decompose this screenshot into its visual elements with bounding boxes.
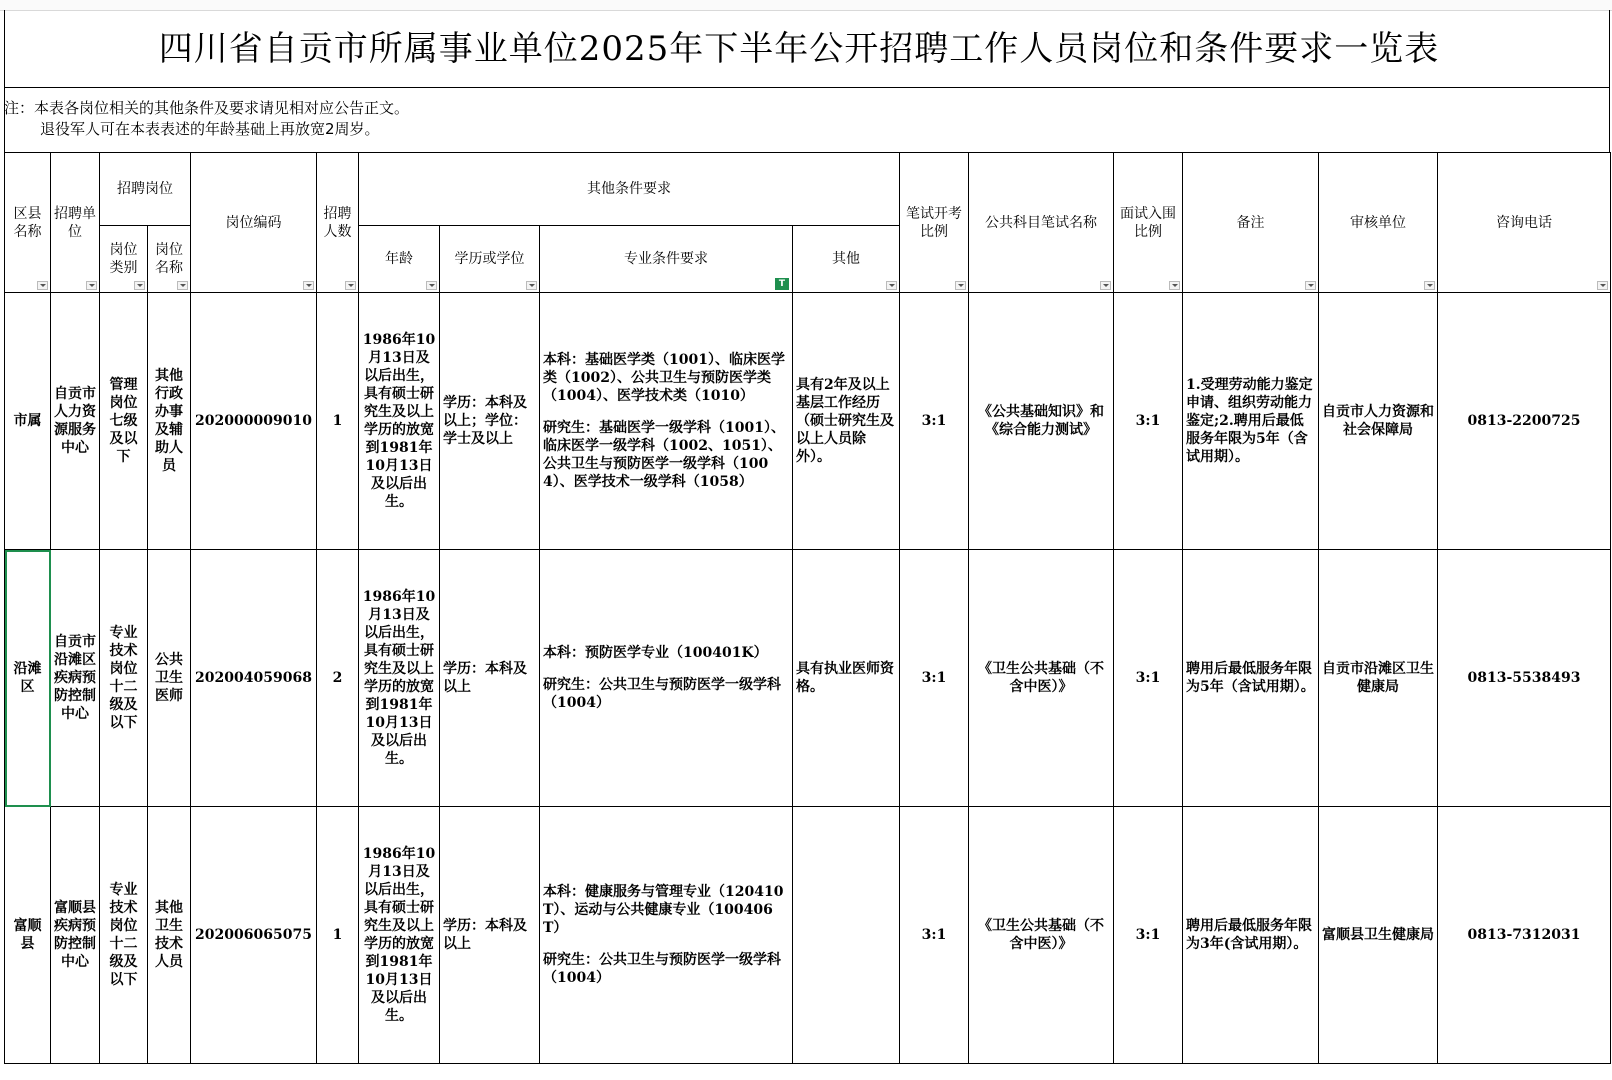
header-code[interactable]: 岗位编码 [191, 153, 317, 293]
cell-review-unit[interactable]: 自贡市沿滩区卫生健康局 [1319, 550, 1438, 807]
cell-education[interactable]: 学历：本科及以上 [440, 807, 540, 1064]
cell-other[interactable] [793, 807, 900, 1064]
cell-exam[interactable]: 《公共基础知识》和《综合能力测试》 [969, 293, 1114, 550]
header-major[interactable]: 专业条件要求 T [540, 226, 793, 293]
note-line-1: 注：本表各岗位相关的其他条件及要求请见相对应公告正文。 [4, 99, 410, 117]
major-undergrad: 本科：基础医学类（1001）、临床医学类（1002）、公共卫生与预防医学类（1004）、医学技术类（1010） [543, 352, 785, 404]
cell-unit[interactable]: 自贡市沿滩区疾病预防控制中心 [51, 550, 100, 807]
header-interview-ratio[interactable]: 面试入围比例 [1114, 153, 1183, 293]
title-divider [4, 87, 1610, 88]
filter-active-icon[interactable]: T [775, 278, 789, 290]
cell-age[interactable]: 1986年10月13日及以后出生，具有硕士研究生及以上学历的放宽到1981年10月13日及以后出生。 [359, 807, 440, 1064]
header-position-name[interactable]: 岗位名称 [148, 226, 191, 293]
table-row [5, 293, 1611, 550]
header-phone[interactable]: 咨询电话 [1438, 153, 1611, 293]
cell-code[interactable]: 202006065075 [191, 807, 317, 1064]
cell-remarks[interactable]: 聘用后最低服务年限为5年（含试用期）。 [1183, 550, 1319, 807]
header-age[interactable]: 年龄 [359, 226, 440, 293]
filter-dropdown-icon[interactable] [134, 281, 145, 290]
cell-written-ratio[interactable]: 3:1 [900, 807, 969, 1064]
filter-dropdown-icon[interactable] [1424, 281, 1435, 290]
header-district[interactable]: 区县名称 [5, 153, 51, 293]
cell-major[interactable] [540, 550, 793, 807]
cell-unit[interactable]: 自贡市人力资源服务中心 [51, 293, 100, 550]
filter-dropdown-icon[interactable] [1597, 281, 1608, 290]
header-count[interactable]: 招聘人数 [317, 153, 359, 293]
header-unit[interactable]: 招聘单位 [51, 153, 100, 293]
note-line-2: 退役军人可在本表表述的年龄基础上再放宽2周岁。 [40, 120, 380, 138]
cell-code[interactable]: 202004059068 [191, 550, 317, 807]
filter-dropdown-icon[interactable] [1100, 281, 1111, 290]
cell-name[interactable]: 其他卫生技术人员 [148, 807, 191, 1064]
cell-other[interactable]: 具有2年及以上基层工作经历（硕士研究生及以上人员除外）。 [793, 293, 900, 550]
cell-phone[interactable]: 0813-7312031 [1438, 807, 1611, 1064]
notes[interactable] [4, 98, 409, 140]
cell-major[interactable] [540, 807, 793, 1064]
filter-dropdown-icon[interactable] [426, 281, 437, 290]
cell-type[interactable]: 专业技术岗位十二级及以下 [100, 807, 148, 1064]
major-postgrad: 研究生：基础医学一级学科（1001）、临床医学一级学科（1002、1051）、公共卫生与预防医学一级学科（1004）、医学技术一级学科（1058） [543, 420, 785, 490]
table-row [5, 807, 1611, 1064]
cell-district[interactable]: 市属 [5, 293, 51, 550]
cell-district[interactable]: 沿滩区 [5, 550, 51, 807]
cell-education[interactable]: 学历：本科及以上；学位：学士及以上 [440, 293, 540, 550]
cell-exam[interactable]: 《卫生公共基础（不含中医）》 [969, 550, 1114, 807]
major-undergrad: 本科：健康服务与管理专业（120410T）、运动与公共健康专业（100406T） [543, 884, 784, 936]
filter-dropdown-icon[interactable] [37, 281, 48, 290]
filter-dropdown-icon[interactable] [303, 281, 314, 290]
major-postgrad: 研究生：公共卫生与预防医学一级学科（1004） [543, 677, 781, 711]
filter-dropdown-icon[interactable] [86, 281, 97, 290]
header-other-requirements[interactable]: 其他条件要求 [359, 153, 900, 226]
cell-name[interactable]: 其他行政办事及辅助人员 [148, 293, 191, 550]
cell-written-ratio[interactable]: 3:1 [900, 293, 969, 550]
cell-phone[interactable]: 0813-2200725 [1438, 293, 1611, 550]
filter-dropdown-icon[interactable] [345, 281, 356, 290]
header-position-type[interactable]: 岗位类别 [100, 226, 148, 293]
cell-code[interactable]: 202000009010 [191, 293, 317, 550]
header-review-unit[interactable]: 审核单位 [1319, 153, 1438, 293]
cell-unit[interactable]: 富顺县疾病预防控制中心 [51, 807, 100, 1064]
cell-name[interactable]: 公共卫生医师 [148, 550, 191, 807]
major-undergrad: 本科：预防医学专业（100401K） [543, 645, 768, 661]
cell-count[interactable]: 1 [317, 807, 359, 1064]
filter-dropdown-icon[interactable] [955, 281, 966, 290]
border-right [1609, 10, 1610, 152]
cell-major[interactable] [540, 293, 793, 550]
cell-age[interactable]: 1986年10月13日及以后出生，具有硕士研究生及以上学历的放宽到1981年10月13日及以后出生。 [359, 293, 440, 550]
table-row [5, 550, 1611, 807]
header-education[interactable]: 学历或学位 [440, 226, 540, 293]
cell-count[interactable]: 2 [317, 550, 359, 807]
cell-type[interactable]: 管理岗位七级及以下 [100, 293, 148, 550]
cell-remarks[interactable]: 1.受理劳动能力鉴定申请、组织劳动能力鉴定;2.聘用后最低服务年限为5年（含试用期）。 [1183, 293, 1319, 550]
cell-count[interactable]: 1 [317, 293, 359, 550]
cell-interview-ratio[interactable]: 3:1 [1114, 293, 1183, 550]
cell-review-unit[interactable]: 富顺县卫生健康局 [1319, 807, 1438, 1064]
cell-phone[interactable]: 0813-5538493 [1438, 550, 1611, 807]
cell-remarks[interactable]: 聘用后最低服务年限为3年(含试用期）。 [1183, 807, 1319, 1064]
cell-interview-ratio[interactable]: 3:1 [1114, 807, 1183, 1064]
sheet-top-bar [0, 0, 1612, 11]
cell-education[interactable]: 学历：本科及以上 [440, 550, 540, 807]
filter-dropdown-icon[interactable] [526, 281, 537, 290]
page-title[interactable]: 四川省自贡市所属事业单位2025年下半年公开招聘工作人员岗位和条件要求一览表 [158, 29, 1440, 69]
cell-district[interactable]: 富顺县 [5, 807, 51, 1064]
cell-interview-ratio[interactable]: 3:1 [1114, 550, 1183, 807]
cell-written-ratio[interactable]: 3:1 [900, 550, 969, 807]
header-exam-subject[interactable]: 公共科目笔试名称 [969, 153, 1114, 293]
header-position-group[interactable]: 招聘岗位 [100, 153, 191, 226]
filter-dropdown-icon[interactable] [1305, 281, 1316, 290]
filter-dropdown-icon[interactable] [886, 281, 897, 290]
positions-table [4, 152, 1611, 1064]
cell-review-unit[interactable]: 自贡市人力资源和社会保障局 [1319, 293, 1438, 550]
filter-dropdown-icon[interactable] [1169, 281, 1180, 290]
cell-other[interactable]: 具有执业医师资格。 [793, 550, 900, 807]
header-written-ratio[interactable]: 笔试开考比例 [900, 153, 969, 293]
header-other[interactable]: 其他 [793, 226, 900, 293]
cell-type[interactable]: 专业技术岗位十二级及以下 [100, 550, 148, 807]
cell-age[interactable]: 1986年10月13日及以后出生，具有硕士研究生及以上学历的放宽到1981年10月13日及以后出生。 [359, 550, 440, 807]
major-postgrad: 研究生：公共卫生与预防医学一级学科（1004） [543, 952, 781, 986]
cell-exam[interactable]: 《卫生公共基础（不含中医）》 [969, 807, 1114, 1064]
header-remarks[interactable]: 备注 [1183, 153, 1319, 293]
filter-dropdown-icon[interactable] [177, 281, 188, 290]
